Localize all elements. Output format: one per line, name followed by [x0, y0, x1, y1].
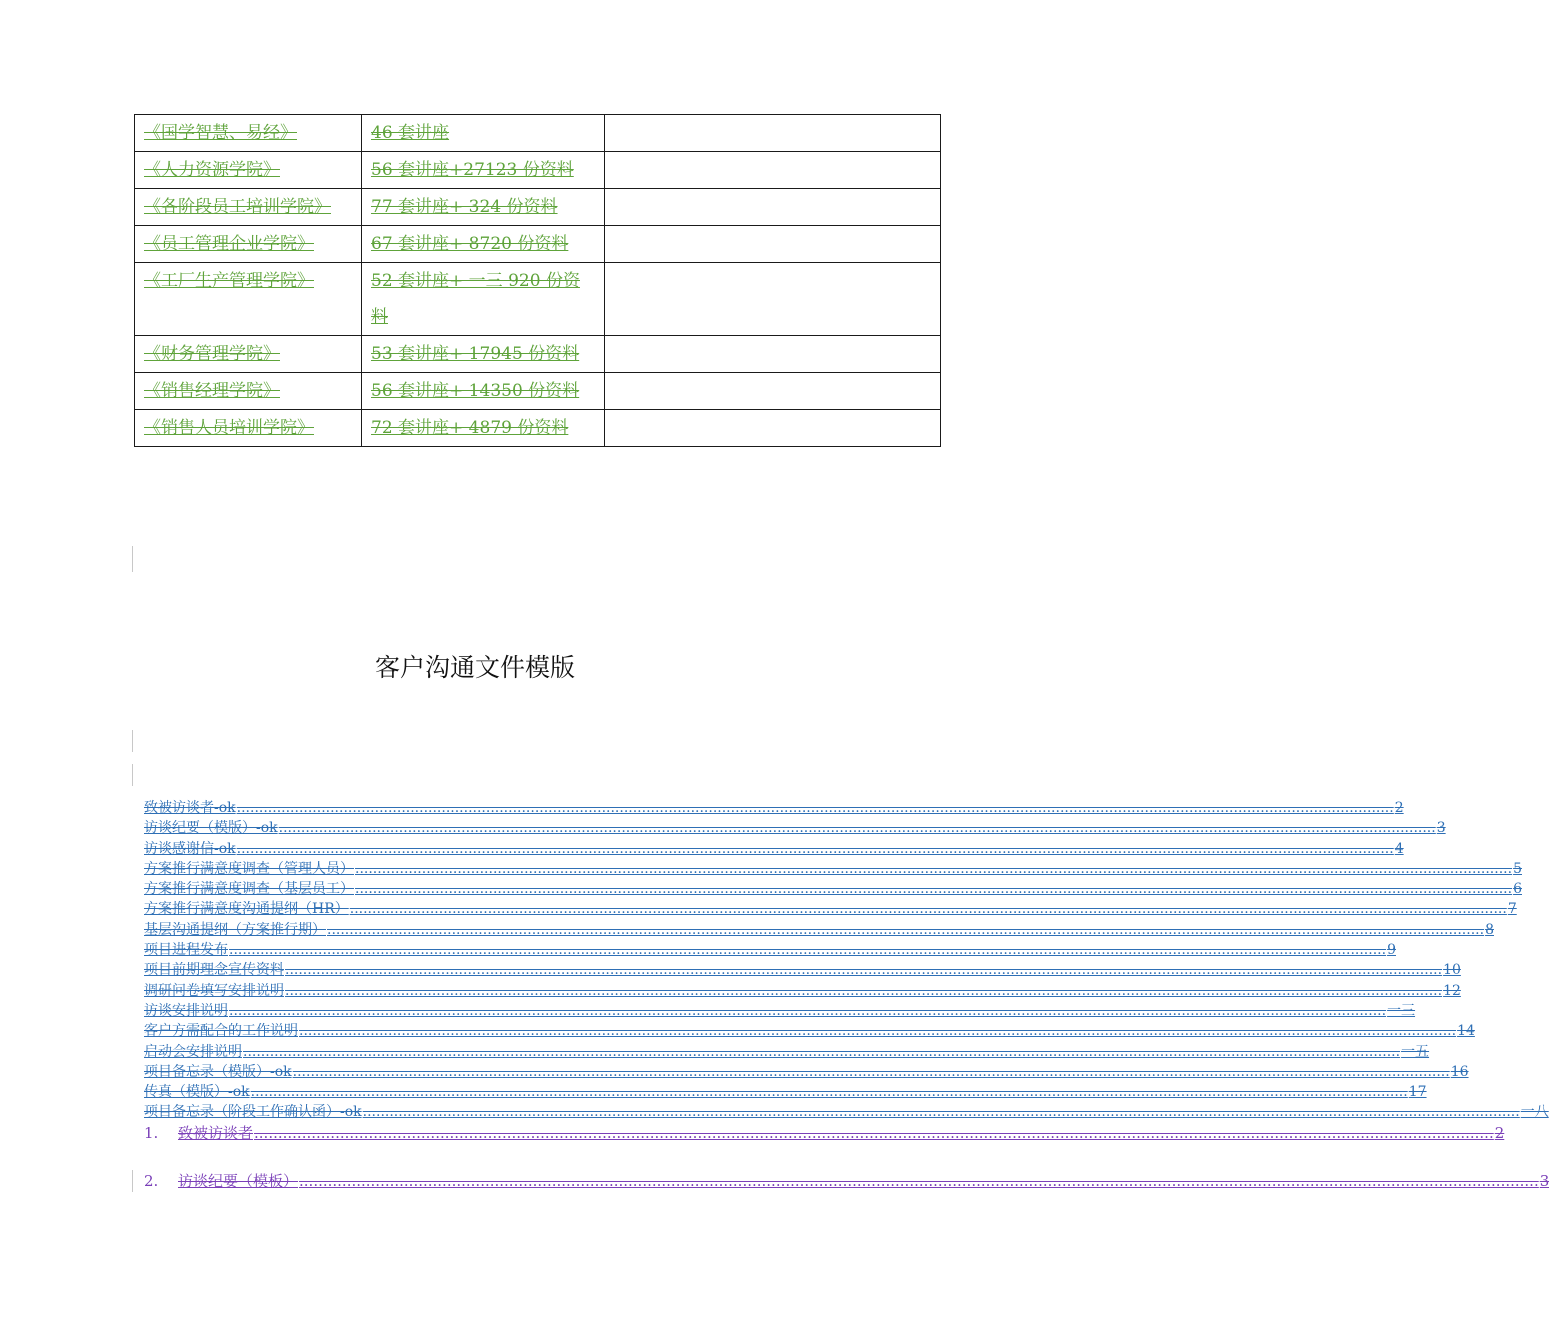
table-row — [135, 263, 941, 336]
course-name-text[interactable]: 《工厂生产管理学院》 — [144, 271, 314, 291]
toc-leader-dots: .................................................................................................................................................................................................................................................................... — [236, 840, 1394, 857]
toc-page-number: 一五 — [1401, 1043, 1430, 1060]
course-name-text[interactable]: 《销售经理学院》 — [144, 381, 280, 401]
course-name-cell — [135, 410, 362, 447]
course-note-cell — [605, 115, 941, 152]
toc-leader-dots: .................................................................................................................................................................................................................................................................... — [299, 1171, 1539, 1190]
toc-page-number: 一八 — [1520, 1104, 1549, 1121]
toc-entry[interactable] — [144, 960, 1461, 980]
resource-table — [134, 114, 941, 447]
toc-entry-text: 启动会安排说明 — [144, 1043, 242, 1060]
course-note-cell — [605, 263, 941, 336]
course-amount-text[interactable]: 72 套讲座+ 4879 份资料 — [371, 418, 569, 438]
course-name-text[interactable]: 《人力资源学院》 — [144, 160, 280, 180]
toc-entry-text: 方案推行满意度调查（基层员工） — [144, 881, 354, 898]
course-amount-cell — [362, 373, 605, 410]
toc-entry-text: 访谈安排说明 — [144, 1002, 228, 1019]
toc-entry[interactable] — [144, 879, 1522, 899]
toc-page-number: 17 — [1408, 1084, 1427, 1101]
course-amount-cell — [362, 410, 605, 447]
course-note-cell — [605, 189, 941, 226]
toc-leader-dots: .................................................................................................................................................................................................................................................................... — [236, 800, 1394, 816]
toc-entry[interactable] — [144, 798, 1404, 818]
course-amount-text[interactable]: 53 套讲座+ 17945 份资料 — [371, 344, 580, 364]
margin-bar — [132, 764, 133, 786]
toc-entry-text: 访谈感谢信-ok — [144, 840, 236, 857]
toc-entry-text: 致被访谈者 — [178, 1123, 254, 1142]
toc-entry-text: 项目备忘录（阶段工作确认函）-ok — [144, 1104, 362, 1121]
course-amount-text[interactable]: 56 套讲座+ 14350 份资料 — [371, 381, 580, 401]
toc-entry-title — [144, 1062, 292, 1082]
toc-leader-dots: .................................................................................................................................................................................................................................................................... — [229, 1002, 1387, 1019]
toc-leader-dots: .................................................................................................................................................................................................................................................................... — [355, 860, 1513, 877]
toc-entry-text: 项目备忘录（模版）-ok — [144, 1063, 292, 1080]
toc-entry[interactable] — [144, 981, 1461, 1001]
table-row — [135, 373, 941, 410]
toc-entry-text: 传真（模版）-ok — [144, 1084, 250, 1101]
toc-leader-dots: .................................................................................................................................................................................................................................................................... — [362, 1104, 1520, 1121]
course-note-cell — [605, 226, 941, 263]
margin-bar — [132, 1170, 133, 1192]
course-name-text[interactable]: 《员工管理企业学院》 — [144, 234, 314, 254]
course-note-cell — [605, 152, 941, 189]
document-title: 客户沟通文件模版 — [374, 653, 575, 682]
toc-entry[interactable] — [144, 1102, 1549, 1122]
toc-entry[interactable] — [144, 818, 1446, 838]
toc-page-number: 一三 — [1387, 1002, 1416, 1019]
toc-leader-dots: .................................................................................................................................................................................................................................................................... — [254, 1123, 1494, 1142]
toc-entry[interactable] — [144, 1123, 1505, 1145]
toc-entry-title — [144, 1102, 362, 1122]
course-name-cell — [135, 115, 362, 152]
toc-page-number: 2 — [1394, 800, 1404, 816]
toc-page-number: 6 — [1513, 881, 1522, 898]
toc-entry[interactable] — [144, 839, 1404, 859]
toc-entry-title — [144, 960, 284, 980]
course-note-cell — [605, 373, 941, 410]
toc-entry-title — [144, 1123, 253, 1143]
table-of-contents — [144, 798, 1549, 1193]
toc-entry-title — [144, 1082, 250, 1102]
course-amount-cell — [362, 152, 605, 189]
toc-entry-number: 2. — [144, 1171, 159, 1190]
course-amount-text[interactable]: 67 套讲座+ 8720 份资料 — [371, 234, 569, 254]
table-row — [135, 336, 941, 373]
course-name-cell — [135, 189, 362, 226]
toc-entry[interactable] — [144, 1021, 1475, 1041]
course-name-cell — [135, 152, 362, 189]
toc-page-number: 9 — [1387, 942, 1396, 959]
course-name-cell — [135, 263, 362, 336]
toc-entry-text: 项目进程发布 — [144, 942, 228, 959]
table-row — [135, 152, 941, 189]
toc-page-number: 12 — [1443, 982, 1461, 999]
table-row — [135, 115, 941, 152]
toc-entry-title — [144, 981, 284, 1001]
toc-leader-dots: .................................................................................................................................................................................................................................................................... — [327, 921, 1485, 938]
toc-entry[interactable] — [144, 1001, 1416, 1021]
course-note-cell — [605, 410, 941, 447]
toc-entry-text: 项目前期理念宣传资料 — [144, 962, 284, 979]
toc-entry-text: 致被访谈者-ok — [144, 800, 236, 816]
course-name-text[interactable]: 《国学智慧、易经》 — [144, 123, 297, 143]
course-amount-cell — [362, 336, 605, 373]
course-amount-cell — [362, 115, 605, 152]
toc-entry-title — [144, 818, 278, 838]
toc-page-number: 16 — [1450, 1063, 1469, 1080]
toc-page-number: 2 — [1494, 1123, 1505, 1142]
toc-leader-dots: .................................................................................................................................................................................................................................................................... — [285, 982, 1443, 999]
toc-page-number: 5 — [1513, 860, 1522, 877]
course-amount-text[interactable]: 56 套讲座+27123 份资料 — [371, 160, 574, 180]
course-amount-text[interactable]: 52 套讲座+ 一三 920 份资料 — [371, 271, 580, 327]
toc-entry[interactable] — [144, 940, 1396, 960]
toc-page-number: 14 — [1457, 1023, 1475, 1040]
course-name-cell — [135, 373, 362, 410]
course-amount-text[interactable]: 77 套讲座+ 324 份资料 — [371, 197, 558, 217]
toc-leader-dots: .................................................................................................................................................................................................................................................................... — [243, 1043, 1401, 1060]
toc-entry-title — [144, 798, 236, 818]
toc-leader-dots: .................................................................................................................................................................................................................................................................... — [285, 962, 1443, 979]
toc-leader-dots: .................................................................................................................................................................................................................................................................... — [250, 1084, 1408, 1101]
toc-entry-title — [144, 920, 326, 940]
toc-entry-title — [144, 940, 228, 960]
toc-page-number: 10 — [1443, 962, 1461, 979]
toc-leader-dots: .................................................................................................................................................................................................................................................................... — [278, 820, 1436, 837]
toc-entry-title — [144, 839, 236, 859]
margin-bar — [132, 546, 133, 572]
toc-entry[interactable] — [144, 859, 1522, 879]
course-amount-cell — [362, 263, 605, 336]
toc-entry-title — [144, 1042, 242, 1062]
course-note-cell — [605, 336, 941, 373]
toc-entry-text: 客户方需配合的工作说明 — [144, 1023, 298, 1040]
toc-entry[interactable] — [144, 1082, 1427, 1102]
toc-page-number: 7 — [1507, 901, 1517, 918]
course-name-cell — [135, 226, 362, 263]
toc-leader-dots: .................................................................................................................................................................................................................................................................... — [229, 942, 1387, 959]
course-name-text[interactable]: 《销售人员培训学院》 — [144, 418, 314, 438]
toc-page-number: 3 — [1436, 820, 1446, 837]
toc-entry-title — [144, 859, 354, 879]
toc-entry-title — [144, 1171, 298, 1191]
toc-entry-number: 1. — [144, 1123, 159, 1142]
toc-leader-dots: .................................................................................................................................................................................................................................................................... — [349, 901, 1507, 918]
toc-leader-dots: .................................................................................................................................................................................................................................................................... — [299, 1023, 1457, 1040]
toc-entry-text: 访谈纪要（模板） — [178, 1171, 299, 1190]
toc-entry-title — [144, 1021, 298, 1041]
course-name-text[interactable]: 《财务管理学院》 — [144, 344, 280, 364]
toc-entry[interactable] — [144, 1171, 1549, 1193]
toc-leader-dots: .................................................................................................................................................................................................................................................................... — [292, 1063, 1450, 1080]
course-name-cell — [135, 336, 362, 373]
toc-entry-title — [144, 879, 354, 899]
course-name-text[interactable]: 《各阶段员工培训学院》 — [144, 197, 331, 217]
toc-entry[interactable] — [144, 1042, 1430, 1062]
table-row — [135, 189, 941, 226]
toc-entry-text: 调研问卷填写安排说明 — [144, 982, 284, 999]
toc-leader-dots: .................................................................................................................................................................................................................................................................... — [355, 881, 1513, 898]
course-amount-text[interactable]: 46 套讲座 — [371, 123, 450, 143]
course-amount-cell — [362, 189, 605, 226]
toc-entry-text: 方案推行满意度沟通提纲（HR） — [144, 901, 349, 918]
toc-page-number: 8 — [1485, 921, 1494, 938]
table-row — [135, 410, 941, 447]
table-row — [135, 226, 941, 263]
toc-entry-text: 基层沟通提纲（方案推行期） — [144, 921, 326, 938]
toc-entry-title — [144, 899, 349, 919]
margin-bar — [132, 730, 133, 752]
toc-entry-title — [144, 1001, 228, 1021]
toc-entry-text: 方案推行满意度调查（管理人员） — [144, 860, 354, 877]
toc-entry[interactable] — [144, 1062, 1469, 1082]
course-amount-cell — [362, 226, 605, 263]
toc-page-number: 4 — [1394, 840, 1404, 857]
toc-entry-text: 访谈纪要（模版）-ok — [144, 820, 278, 837]
toc-page-number: 3 — [1539, 1171, 1549, 1190]
resource-table-body — [135, 115, 941, 447]
toc-entry[interactable] — [144, 899, 1517, 919]
toc-entry[interactable] — [144, 920, 1494, 940]
